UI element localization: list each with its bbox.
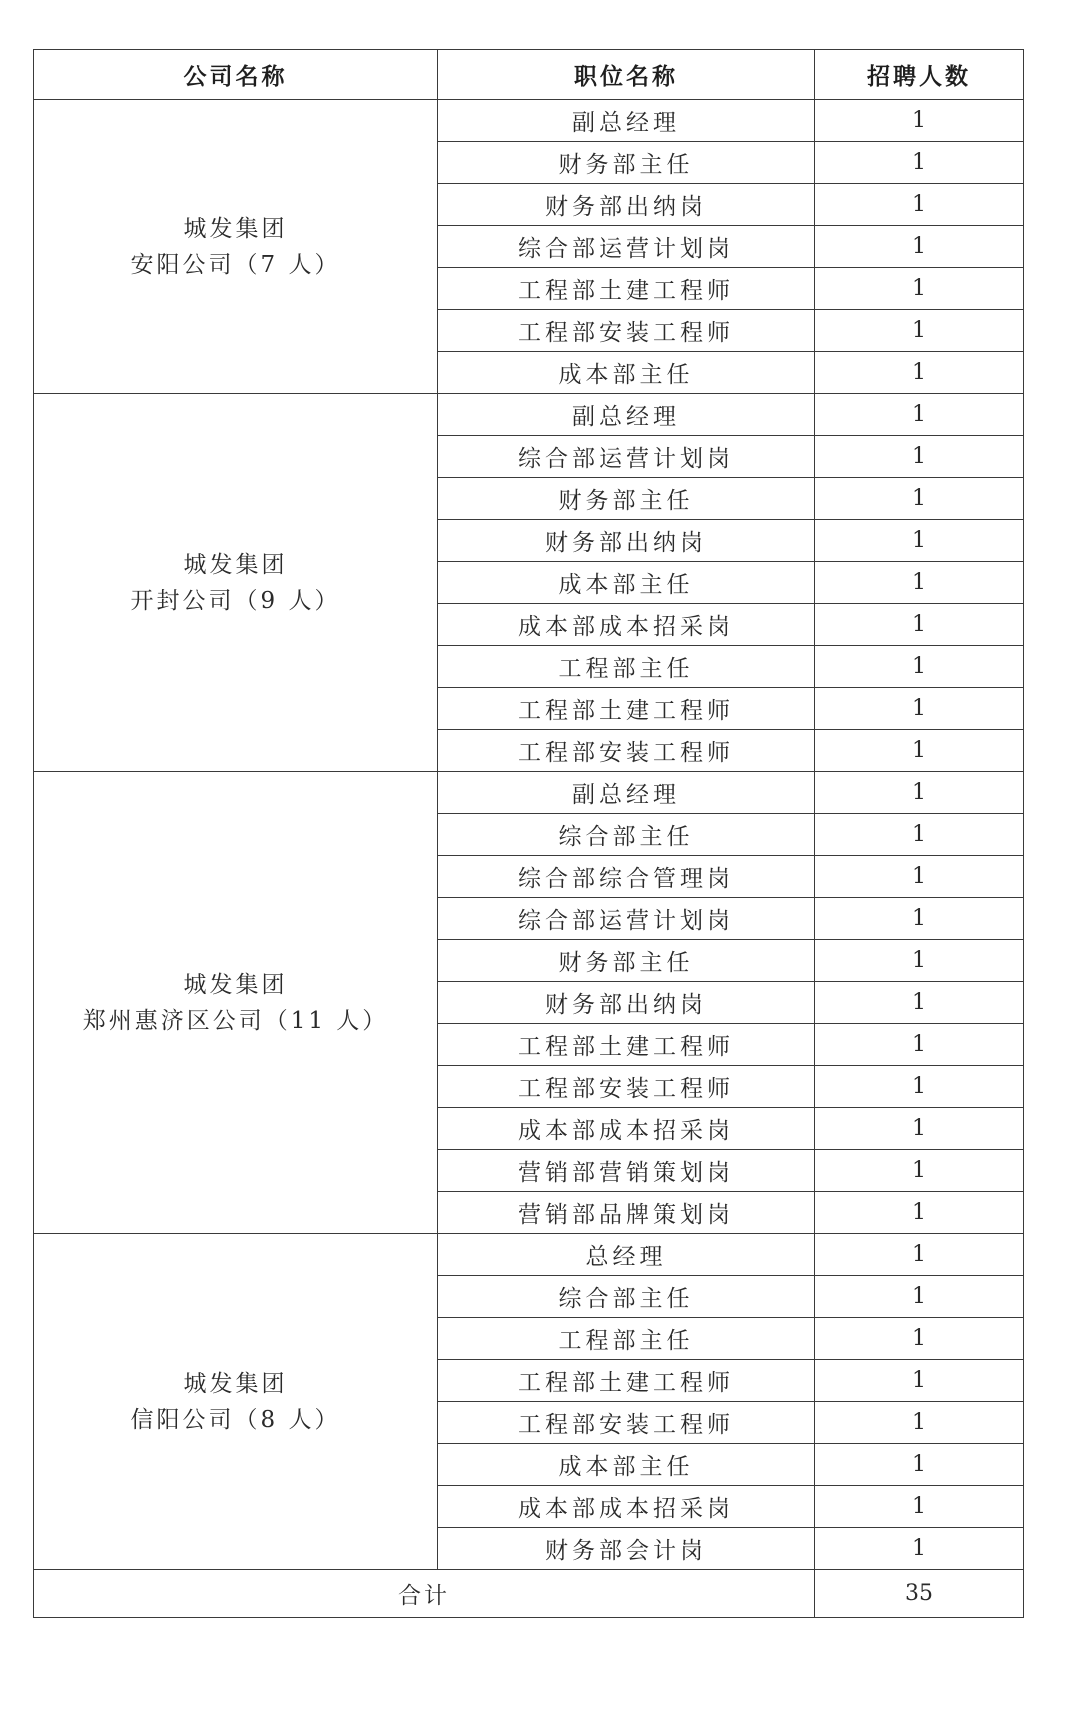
company-name-line: 城发集团 [183,215,288,242]
company-cell [34,1234,438,1570]
company-name-line: 城发集团 [183,1370,288,1397]
count-cell: 1 [815,898,1024,940]
header-company: 公司名称 [34,50,438,100]
company-name-line: 城发集团 [183,551,288,578]
count-cell: 1 [815,1234,1024,1276]
count-cell: 1 [815,1192,1024,1234]
header-position: 职位名称 [438,50,815,100]
recruitment-table [33,49,1024,1618]
count-cell: 1 [815,1486,1024,1528]
count-cell: 1 [815,772,1024,814]
count-cell: 1 [815,1108,1024,1150]
company-name-line: 信阳公司（8 人） [130,1406,341,1433]
count-cell: 1 [815,436,1024,478]
table-row [34,1234,1024,1276]
total-count: 35 [815,1570,1024,1618]
count-cell: 1 [815,268,1024,310]
count-cell: 1 [815,856,1024,898]
position-cell: 综合部主任 [438,1276,815,1318]
count-cell: 1 [815,1528,1024,1570]
count-cell: 1 [815,478,1024,520]
count-cell: 1 [815,352,1024,394]
count-cell: 1 [815,394,1024,436]
position-cell: 副总经理 [438,772,815,814]
position-cell: 营销部品牌策划岗 [438,1192,815,1234]
position-cell: 成本部成本招采岗 [438,1486,815,1528]
position-cell: 财务部主任 [438,478,815,520]
position-cell: 财务部会计岗 [438,1528,815,1570]
position-cell: 工程部主任 [438,646,815,688]
company-cell [34,394,438,772]
position-cell: 成本部成本招采岗 [438,1108,815,1150]
position-cell: 工程部土建工程师 [438,1360,815,1402]
count-cell: 1 [815,142,1024,184]
position-cell: 财务部主任 [438,940,815,982]
count-cell: 1 [815,226,1024,268]
count-cell: 1 [815,1150,1024,1192]
count-cell: 1 [815,604,1024,646]
table-header [34,50,1024,100]
count-cell: 1 [815,1276,1024,1318]
header-count: 招聘人数 [815,50,1024,100]
count-cell: 1 [815,1066,1024,1108]
position-cell: 财务部出纳岗 [438,982,815,1024]
position-cell: 工程部主任 [438,1318,815,1360]
count-cell: 1 [815,1402,1024,1444]
count-cell: 1 [815,940,1024,982]
position-cell: 成本部主任 [438,1444,815,1486]
position-cell: 成本部主任 [438,562,815,604]
position-cell: 综合部主任 [438,814,815,856]
position-cell: 副总经理 [438,100,815,142]
position-cell: 综合部综合管理岗 [438,856,815,898]
position-cell: 财务部出纳岗 [438,184,815,226]
position-cell: 工程部安装工程师 [438,1402,815,1444]
count-cell: 1 [815,730,1024,772]
position-cell: 成本部主任 [438,352,815,394]
table-row [34,772,1024,814]
count-cell: 1 [815,982,1024,1024]
count-cell: 1 [815,646,1024,688]
table-row [34,100,1024,142]
position-cell: 财务部主任 [438,142,815,184]
count-cell: 1 [815,184,1024,226]
table-footer [34,1570,1024,1618]
position-cell: 综合部运营计划岗 [438,226,815,268]
position-cell: 营销部营销策划岗 [438,1150,815,1192]
position-cell: 工程部安装工程师 [438,730,815,772]
position-cell: 工程部安装工程师 [438,1066,815,1108]
position-cell: 综合部运营计划岗 [438,436,815,478]
count-cell: 1 [815,310,1024,352]
position-cell: 财务部出纳岗 [438,520,815,562]
position-cell: 工程部安装工程师 [438,310,815,352]
count-cell: 1 [815,1360,1024,1402]
table-body [34,100,1024,1570]
position-cell: 工程部土建工程师 [438,688,815,730]
position-cell: 总经理 [438,1234,815,1276]
count-cell: 1 [815,100,1024,142]
position-cell: 成本部成本招采岗 [438,604,815,646]
count-cell: 1 [815,1318,1024,1360]
position-cell: 综合部运营计划岗 [438,898,815,940]
company-cell [34,772,438,1234]
company-name-line: 开封公司（9 人） [130,587,341,614]
company-name-line: 郑州惠济区公司（11 人） [82,1007,389,1034]
position-cell: 工程部土建工程师 [438,268,815,310]
total-row [34,1570,1024,1618]
company-cell [34,100,438,394]
count-cell: 1 [815,520,1024,562]
count-cell: 1 [815,562,1024,604]
company-name-line: 安阳公司（7 人） [130,251,341,278]
company-name-line: 城发集团 [183,971,288,998]
total-label: 合计 [34,1570,815,1618]
count-cell: 1 [815,1444,1024,1486]
table-row [34,394,1024,436]
count-cell: 1 [815,814,1024,856]
count-cell: 1 [815,688,1024,730]
position-cell: 工程部土建工程师 [438,1024,815,1066]
header-row [34,50,1024,100]
count-cell: 1 [815,1024,1024,1066]
position-cell: 副总经理 [438,394,815,436]
